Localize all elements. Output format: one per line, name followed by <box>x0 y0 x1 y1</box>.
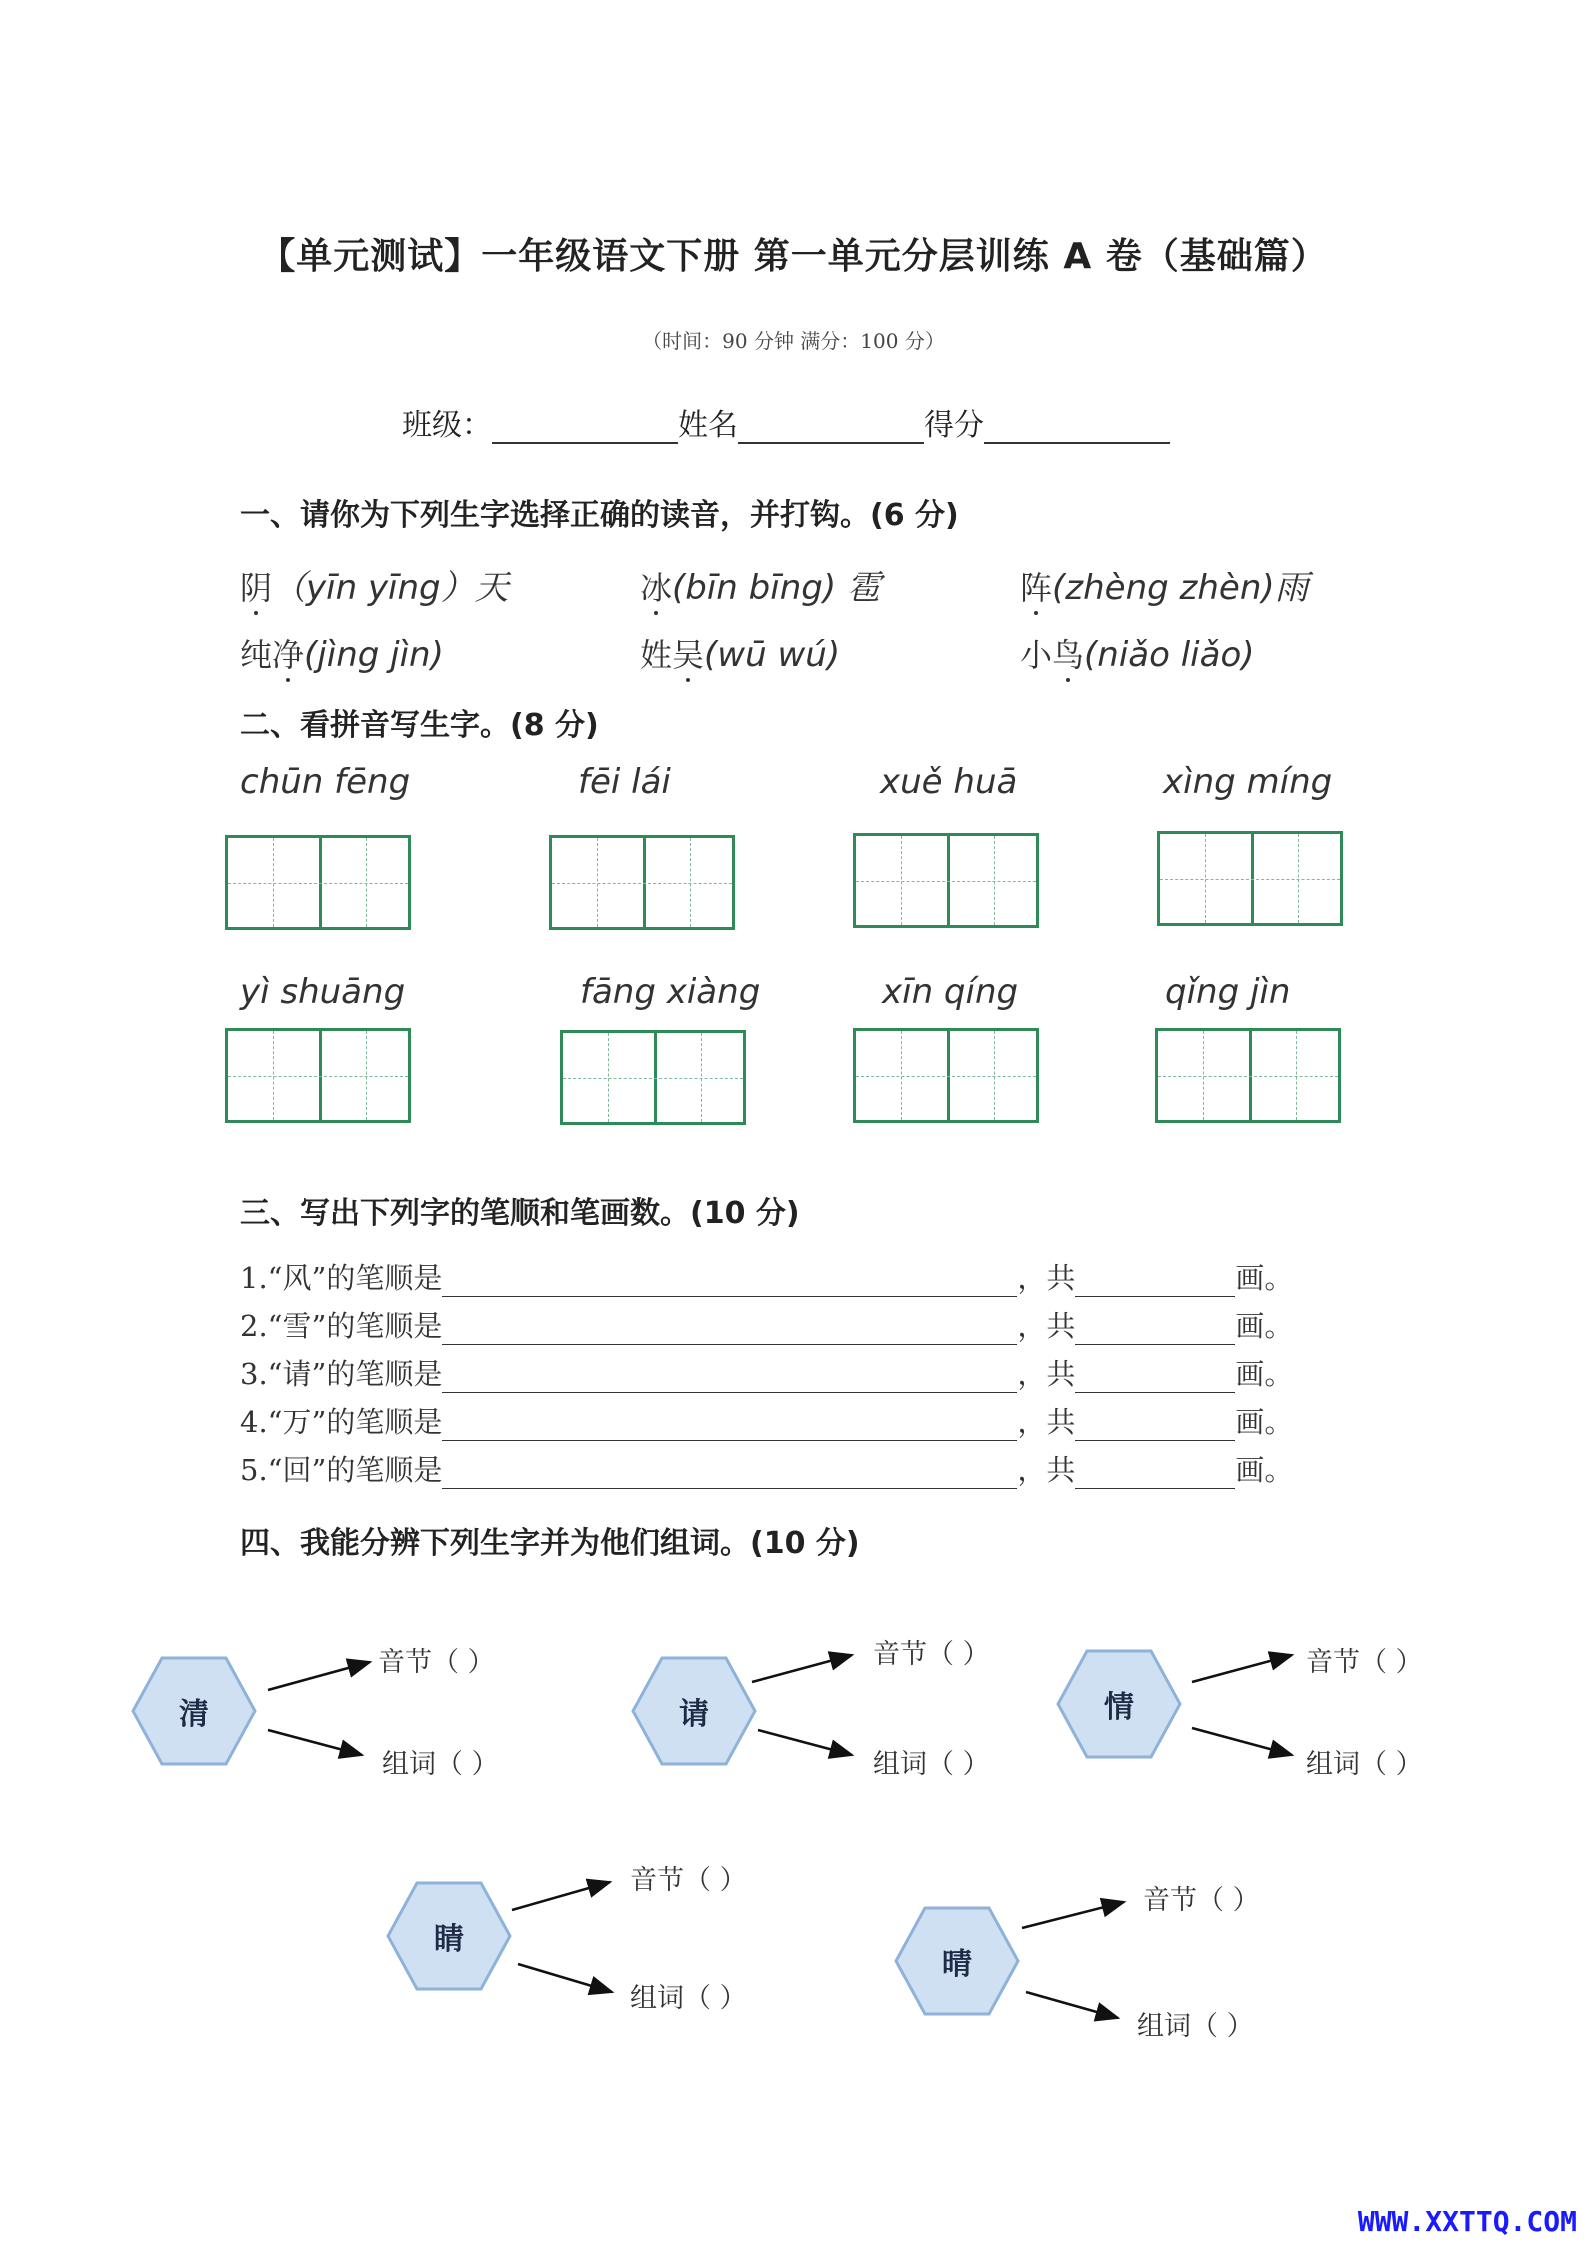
stroke-count-field[interactable] <box>1075 1412 1235 1441</box>
pinyin-choice[interactable]: 姓吴(wū wú) <box>640 635 841 675</box>
pinyin-choice[interactable]: 冰(bīn bīng) 雹 <box>640 568 881 608</box>
writing-box[interactable] <box>853 1028 1039 1123</box>
writing-box[interactable] <box>225 1028 411 1123</box>
pinyin-choice[interactable]: 纯净(jìng jìn) <box>240 635 444 675</box>
writing-box[interactable] <box>853 833 1039 928</box>
info-line <box>402 400 1170 444</box>
pinyin-prompt: yì shuāng <box>240 972 406 1012</box>
word-blank[interactable]: 组词（ ） <box>873 1749 990 1780</box>
class-label: 班级： <box>402 408 492 443</box>
character-hexagon: 晴 <box>893 1905 1021 2017</box>
pinyin-prompt: xìng míng <box>1163 762 1333 802</box>
writing-box[interactable] <box>560 1030 746 1125</box>
exam-meta: （时间：90 分钟 满分：100 分） <box>642 329 945 353</box>
character-hexagon: 情 <box>1055 1648 1183 1760</box>
section-3-heading: 三、写出下列字的笔顺和笔画数。(10 分) <box>240 1196 800 1231</box>
stroke-count-field[interactable] <box>1075 1268 1235 1297</box>
class-field[interactable] <box>492 412 678 444</box>
pinyin-prompt: xuě huā <box>880 762 1018 802</box>
writing-box[interactable] <box>1155 1028 1341 1123</box>
stroke-count-field[interactable] <box>1075 1316 1235 1345</box>
word-blank[interactable]: 组词（ ） <box>1137 2011 1254 2042</box>
stroke-count-field[interactable] <box>1075 1460 1235 1489</box>
target-char: 阴 <box>240 569 273 607</box>
name-field[interactable] <box>738 412 924 444</box>
character-hexagon: 请 <box>630 1655 758 1767</box>
character-hexagon: 清 <box>130 1655 258 1767</box>
pinyin-choice[interactable]: 小鸟(niǎo liǎo) <box>1020 635 1255 675</box>
writing-box[interactable] <box>225 835 411 930</box>
character-hexagon: 睛 <box>385 1880 513 1992</box>
stroke-order-field[interactable] <box>442 1268 1017 1297</box>
syllable-blank[interactable]: 音节（ ） <box>873 1639 990 1670</box>
pinyin-choice[interactable]: 阵(zhèng zhèn)雨 <box>1020 568 1309 608</box>
section-1-heading: 一、请你为下列生字选择正确的读音，并打钩。(6 分) <box>240 498 959 533</box>
syllable-blank[interactable]: 音节（ ） <box>378 1647 495 1678</box>
stroke-order-field[interactable] <box>442 1316 1017 1345</box>
word-blank[interactable]: 组词（ ） <box>382 1749 499 1780</box>
stroke-order-field[interactable] <box>442 1412 1017 1441</box>
pinyin-prompt: xīn qíng <box>882 972 1019 1012</box>
syllable-blank[interactable]: 音节（ ） <box>1306 1647 1423 1678</box>
writing-box[interactable] <box>549 835 735 930</box>
stroke-order-row: 3.“请”的笔顺是 ，共 画。 <box>240 1357 1294 1391</box>
stroke-order-row: 4.“万”的笔顺是 ，共 画。 <box>240 1405 1294 1439</box>
target-char: 净 <box>272 636 305 674</box>
writing-box[interactable] <box>1157 831 1343 926</box>
stroke-order-field[interactable] <box>442 1364 1017 1393</box>
pinyin-prompt: chūn fēng <box>240 762 411 802</box>
name-label: 姓名 <box>678 408 738 443</box>
stroke-count-field[interactable] <box>1075 1364 1235 1393</box>
site-watermark[interactable]: WWW.XXTTQ.COM <box>1357 2205 1577 2238</box>
target-char: 吴 <box>672 636 705 674</box>
page-title: 【单元测试】一年级语文下册 第一单元分层训练 A 卷（基础篇） <box>259 236 1328 277</box>
syllable-blank[interactable]: 音节（ ） <box>1143 1885 1260 1916</box>
pinyin-prompt: fēi lái <box>578 762 671 802</box>
syllable-blank[interactable]: 音节（ ） <box>630 1865 747 1896</box>
target-char: 鸟 <box>1052 636 1085 674</box>
score-field[interactable] <box>984 412 1170 444</box>
stroke-order-row: 5.“回”的笔顺是 ，共 画。 <box>240 1453 1294 1487</box>
target-char: 阵 <box>1020 569 1053 607</box>
pinyin-prompt: qǐng jìn <box>1165 972 1291 1012</box>
stroke-order-row: 1.“风”的笔顺是 ，共 画。 <box>240 1261 1294 1295</box>
stroke-order-field[interactable] <box>442 1460 1017 1489</box>
pinyin-choice[interactable]: 阴（yīn yīng）天 <box>240 568 509 608</box>
word-blank[interactable]: 组词（ ） <box>1306 1749 1423 1780</box>
word-blank[interactable]: 组词（ ） <box>630 1983 747 2014</box>
stroke-order-row: 2.“雪”的笔顺是 ，共 画。 <box>240 1309 1294 1343</box>
target-char: 冰 <box>640 569 673 607</box>
pinyin-prompt: fāng xiàng <box>580 972 761 1012</box>
score-label: 得分 <box>924 408 984 443</box>
section-4-heading: 四、我能分辨下列生字并为他们组词。(10 分) <box>240 1526 860 1561</box>
section-2-heading: 二、看拼音写生字。(8 分) <box>240 708 599 743</box>
